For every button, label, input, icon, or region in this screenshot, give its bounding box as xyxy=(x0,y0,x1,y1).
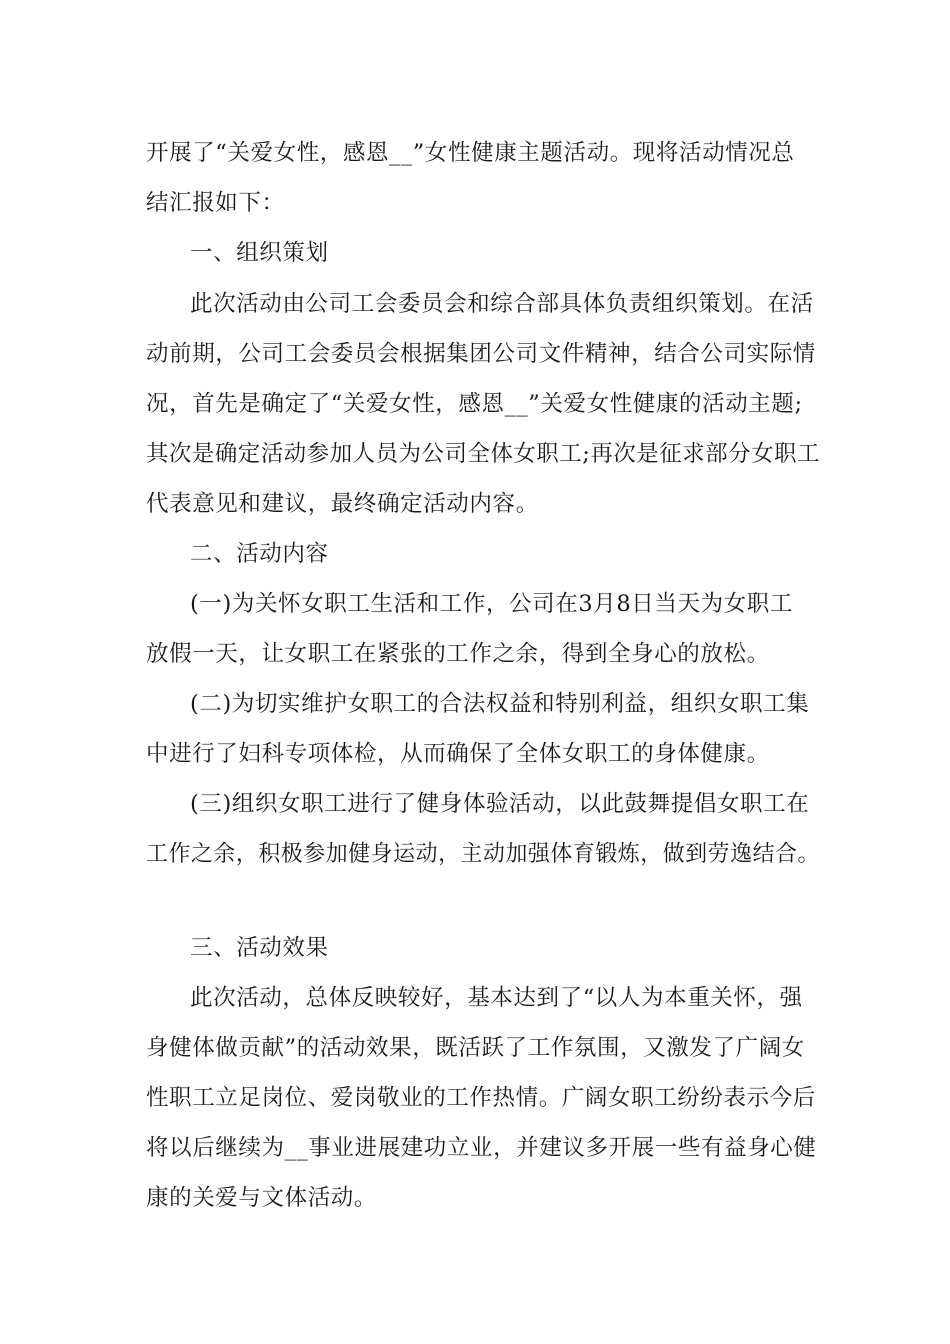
paragraph-line: 身健体做贡献”的活动效果，既活跃了工作氛围，又激发了广阔女 xyxy=(146,1035,805,1061)
paragraph-line: 中进行了妇科专项体检，从而确保了全体女职工的身体健康。 xyxy=(146,741,770,767)
paragraph-line: (二)为切实维护女职工的合法权益和特别利益，组织女职工集 xyxy=(190,691,810,717)
paragraph-line: (一)为关怀女职工生活和工作，公司在3月8日当天为女职工 xyxy=(190,591,793,617)
section-heading-effect: 三、活动效果 xyxy=(190,935,329,961)
paragraph-line: 动前期，公司工会委员会根据集团公司文件精神，结合公司实际情 xyxy=(146,341,816,367)
paragraph-line: 其次是确定活动参加人员为公司全体女职工;再次是征求部分女职工 xyxy=(146,441,821,467)
paragraph-line: 此次活动由公司工会委员会和综合部具体负责组织策划。在活 xyxy=(190,291,814,317)
paragraph-line: 性职工立足岗位、爱岗敬业的工作热情。广阔女职工纷纷表示今后 xyxy=(146,1085,816,1111)
paragraph-line: 代表意见和建议，最终确定活动内容。 xyxy=(146,491,539,517)
paragraph-line: 放假一天，让女职工在紧张的工作之余，得到全身心的放松。 xyxy=(146,641,770,667)
section-heading-content: 二、活动内容 xyxy=(190,541,329,567)
paragraph-line: 康的关爱与文体活动。 xyxy=(146,1185,378,1211)
paragraph-line: 工作之余，积极参加健身运动，主动加强体育锻炼，做到劳逸结合。 xyxy=(146,841,821,867)
paragraph-line: 况，首先是确定了“关爱女性，感恩__”关爱女性健康的活动主题; xyxy=(146,391,803,417)
section-heading-organization: 一、组织策划 xyxy=(190,240,329,266)
paragraph-line: 将以后继续为__事业进展建功立业，并建议多开展一些有益身心健 xyxy=(146,1135,817,1161)
paragraph-line: 此次活动，总体反映较好，基本达到了“以人为本重关怀，强 xyxy=(190,985,803,1011)
paragraph-line: 结汇报如下： xyxy=(146,190,285,216)
paragraph-line: 开展了“关爱女性，感恩__”女性健康主题活动。现将活动情况总 xyxy=(146,140,795,166)
paragraph-line: (三)组织女职工进行了健身体验活动，以此鼓舞提倡女职工在 xyxy=(190,791,810,817)
